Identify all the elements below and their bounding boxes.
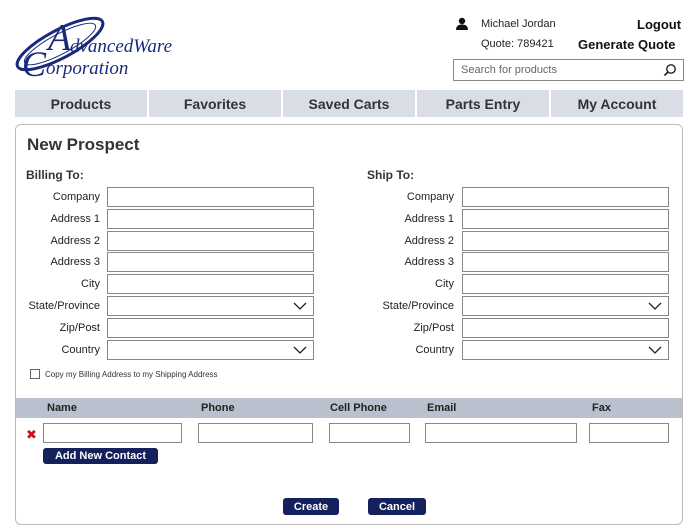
shipping-zip-label: Zip/Post — [413, 322, 454, 334]
billing-address2-label: Address 2 — [50, 235, 100, 247]
nav-saved-carts[interactable]: Saved Carts — [283, 90, 417, 117]
nav-favorites[interactable]: Favorites — [149, 90, 283, 117]
nav-products[interactable]: Products — [15, 90, 149, 117]
billing-country-label: Country — [61, 344, 100, 356]
contacts-header-row — [16, 398, 682, 418]
billing-zip-label: Zip/Post — [59, 322, 100, 334]
chevron-down-icon — [293, 345, 307, 355]
contact-email-header: Email — [427, 402, 457, 414]
shipping-company-label: Company — [406, 191, 454, 203]
nav-my-account[interactable]: My Account — [577, 95, 657, 112]
billing-country-select[interactable] — [107, 340, 314, 360]
contact-cell-input[interactable] — [329, 423, 410, 443]
remove-contact-icon[interactable]: ✖ — [26, 427, 37, 442]
page-title: New Prospect — [27, 135, 140, 154]
search-box — [453, 59, 684, 81]
user-name: Michael Jordan — [481, 18, 556, 30]
shipping-state-select[interactable] — [462, 296, 669, 316]
chevron-down-icon — [293, 301, 307, 311]
generate-quote-link[interactable]: Generate Quote — [578, 37, 676, 52]
shipping-country-select[interactable] — [462, 340, 669, 360]
svg-text:orporation: orporation — [46, 58, 129, 79]
shipping-city-input[interactable] — [462, 274, 669, 294]
billing-address2-input[interactable] — [107, 231, 314, 251]
logout-link[interactable]: Logout — [637, 17, 682, 32]
billing-address1-label: Address 1 — [50, 213, 100, 225]
shipping-state-label: State/Province — [382, 300, 454, 312]
billing-address3-label: Address 3 — [50, 256, 100, 268]
search-icon[interactable] — [663, 63, 677, 77]
new-prospect-panel — [15, 124, 683, 525]
shipping-zip-input[interactable] — [462, 318, 669, 338]
billing-address3-input[interactable] — [107, 252, 314, 272]
contact-cell-header: Cell Phone — [330, 402, 387, 414]
billing-zip-input[interactable] — [107, 318, 314, 338]
billing-address1-input[interactable] — [107, 209, 314, 229]
copy-address-label: Copy my Billing Address to my Shipping Address — [45, 369, 218, 379]
shipping-address3-input[interactable] — [462, 252, 669, 272]
contact-fax-header: Fax — [592, 402, 611, 414]
copy-address-row — [30, 369, 218, 379]
billing-state-label: State/Province — [28, 300, 100, 312]
billing-city-label: City — [81, 278, 100, 290]
search-input[interactable] — [454, 60, 654, 80]
billing-state-select[interactable] — [107, 296, 314, 316]
svg-text:dvancedWare: dvancedWare — [70, 36, 173, 57]
contact-name-header: Name — [47, 402, 77, 414]
create-button[interactable]: Create — [283, 498, 339, 515]
copy-address-checkbox[interactable] — [30, 369, 40, 379]
shipping-country-label: Country — [415, 344, 454, 356]
billing-company-label: Company — [52, 191, 100, 203]
svg-text:C: C — [22, 44, 47, 84]
user-icon — [455, 17, 469, 31]
contact-fax-input[interactable] — [589, 423, 669, 443]
contact-name-input[interactable] — [43, 423, 182, 443]
nav-parts-entry[interactable]: Parts Entry — [417, 90, 551, 117]
svg-text:A: A — [48, 17, 72, 59]
billing-company-input[interactable] — [107, 187, 314, 207]
shipping-city-label: City — [435, 278, 454, 290]
quote-number: Quote: 789421 — [481, 38, 554, 50]
shipping-company-input[interactable] — [462, 187, 669, 207]
chevron-down-icon — [648, 345, 662, 355]
billing-title: Billing To: — [26, 168, 84, 182]
billing-city-input[interactable] — [107, 274, 314, 294]
contact-email-input[interactable] — [425, 423, 577, 443]
shipping-address3-label: Address 3 — [404, 256, 454, 268]
cancel-button[interactable]: Cancel — [368, 498, 426, 515]
chevron-down-icon — [648, 301, 662, 311]
shipping-address2-input[interactable] — [462, 231, 669, 251]
shipping-address1-label: Address 1 — [404, 213, 454, 225]
contact-phone-input[interactable] — [198, 423, 313, 443]
shipping-title: Ship To: — [367, 168, 415, 182]
contact-phone-header: Phone — [201, 402, 235, 414]
add-contact-button[interactable]: Add New Contact — [43, 448, 158, 464]
company-logo — [12, 8, 222, 84]
shipping-address2-label: Address 2 — [404, 235, 454, 247]
main-nav — [15, 90, 683, 117]
shipping-address1-input[interactable] — [462, 209, 669, 229]
